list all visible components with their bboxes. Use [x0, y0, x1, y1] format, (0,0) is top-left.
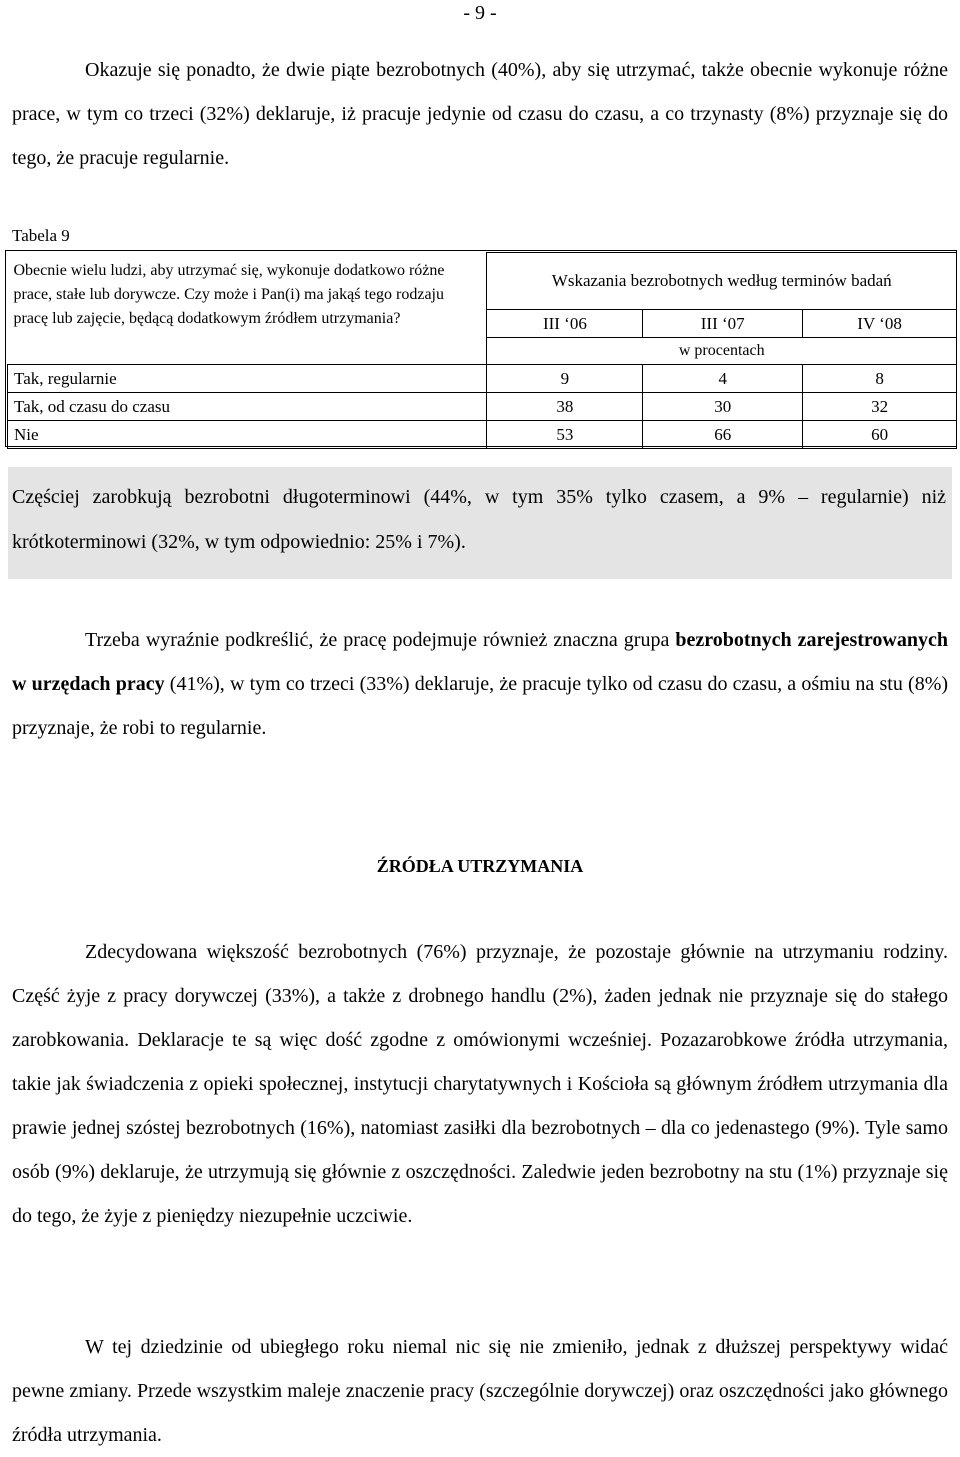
table-cell: 60: [803, 421, 957, 449]
table-cell: 9: [487, 365, 643, 393]
table-row: [8, 365, 957, 393]
paragraph-rest: (41%), w tym co trzeci (33%) deklaruje, że pracuje tylko od czasu do czasu, a ośmiu na stu (8%) przyznaje, że robi to regularnie.: [12, 673, 949, 739]
table-cell: 8: [803, 365, 957, 393]
table-header-row: [8, 253, 957, 310]
section-heading: ŹRÓDŁA UTRZYMANIA: [376, 856, 584, 876]
table-cell: 38: [487, 393, 643, 421]
paragraph-changes: [12, 1325, 948, 1457]
column-header: III ‘06: [487, 310, 643, 338]
paragraph-changes-text: W tej dziedzinie od ubiegłego roku niemal nic się nie zmieniło, jednak z dłuższej perspektywy widać pewne zmiany. Przede wszystkim maleje znaczenie pracy (szczególnie dorywczej) oraz oszczędności jako głównego źródła utrzymania.: [12, 1336, 948, 1446]
paragraph-bold-phrase: bezrobotnych zarejestrowanych w urzędach pracy: [12, 629, 948, 695]
column-header: III ‘07: [643, 310, 803, 338]
table-row: [8, 393, 957, 421]
paragraph-sources-text: Zdecydowana większość bezrobotnych (76%) przyznaje, że pozostaje głównie na utrzymaniu rodziny. Część żyje z pracy dorywczej (33%), a także z drobnego handlu (2%), żaden jednak nie przyznaje się do stałego zarobkowania. Deklaracje te są więc dość zgodne z omówionymi wcześniej. Pozazarobkowe źródła utrzymania, takie jak świadczenia z opieki społecznej, instytucji charytatywnych i Kościoła są głównym źródłem utrzymania dla prawie jednej szóstej bezrobotnych (16%), natomiast zasiłki dla bezrobotnych – dla co jedenastego (9%). Tyle samo osób (9%) deklaruje, że utrzymują się głównie z oszczędności. Zaledwie jeden bezrobotny na stu (1%) przyznaje się do tego, że żyje z pieniędzy niezupełnie uczciwie.: [12, 941, 948, 1227]
table-cell: 30: [643, 393, 803, 421]
survey-table: [7, 252, 957, 449]
row-label: Tak, od czasu do czasu: [8, 393, 487, 421]
paragraph-registered: [12, 618, 948, 750]
table-caption: Tabela 9: [12, 226, 70, 245]
table-cell: 4: [643, 365, 803, 393]
table-cell: 32: [803, 393, 957, 421]
page-number: - 9 -: [463, 2, 497, 24]
table-cell: 53: [487, 421, 643, 449]
table-header: Wskazania bezrobotnych według terminów badań: [487, 253, 957, 310]
table-row: [8, 421, 957, 449]
row-label: Nie: [8, 421, 487, 449]
paragraph-sources: [12, 930, 948, 1238]
table-cell: 66: [643, 421, 803, 449]
table-question: Obecnie wielu ludzi, aby utrzymać się, wykonuje dodatkowo różne prace, stałe lub dorywcze. Czy może i Pan(i) ma jakąś tego rodzaju pracę lub zajęcie, będącą dodatkowym źródłem utrzymania?: [13, 261, 445, 327]
highlight-text: Częściej zarobkują bezrobotni długoterminowi (44%, w tym 35% tylko czasem, a 9% – regularnie) niż krótkoterminowi (32%, w tym odpowiednio: 25% i 7%).: [12, 486, 946, 553]
table-unit: w procentach: [487, 338, 957, 365]
column-header: IV ‘08: [803, 310, 957, 338]
intro-paragraph: [12, 48, 948, 180]
paragraph-lead: Trzeba wyraźnie podkreślić, że pracę podejmuje również znaczna grupa: [85, 629, 670, 651]
intro-text: Okazuje się ponadto, że dwie piąte bezrobotnych (40%), aby się utrzymać, także obecnie wykonuje różne prace, w tym co trzeci (32%) deklaruje, iż pracuje jedynie od czasu do czasu, a co trzynasty (8%) przyznaje się do tego, że pracuje regularnie.: [12, 59, 948, 169]
row-label: Tak, regularnie: [8, 365, 487, 393]
highlight-box: [8, 467, 952, 579]
